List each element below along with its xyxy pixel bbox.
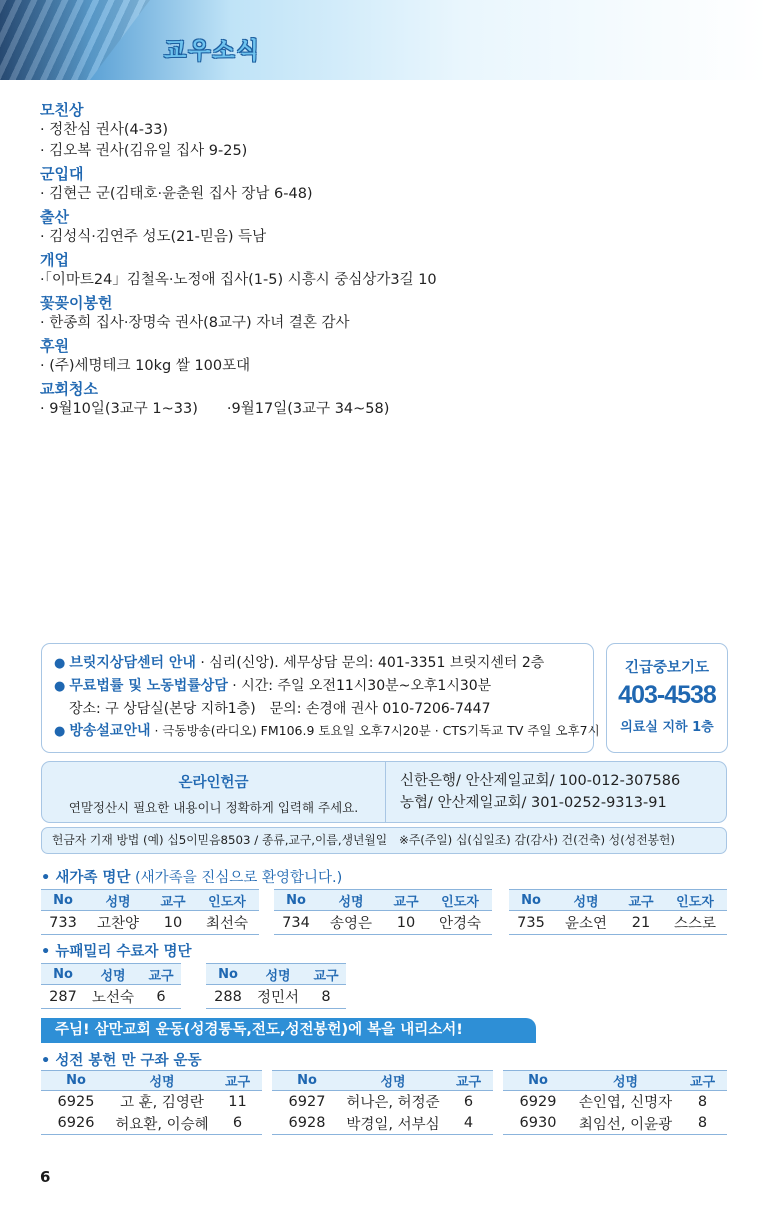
bullet-icon: ● <box>54 656 66 671</box>
news-heading: 교회청소 <box>40 380 98 398</box>
table-row: 288 정민서 8 <box>206 985 346 1009</box>
campaign-title: • 성전 봉헌 만 구좌 운동 <box>41 1053 202 1069</box>
table-row: 735 윤소연 21 스스로 <box>509 911 727 935</box>
news-item: · 김성식·김연주 성도(21-믿음) 득남 <box>40 229 267 245</box>
news-item: ·「이마트24」김철옥·노정애 집사(1-5) 시흥시 중심상가3길 10 <box>40 272 437 288</box>
prayer-box <box>606 643 728 753</box>
table-row: 6930 최임선, 이윤광 8 <box>503 1113 727 1135</box>
offering-title: 온라인헌금 <box>178 775 249 791</box>
table-row: 287 노선숙 6 <box>41 985 181 1009</box>
news-section <box>40 164 740 205</box>
info-line-counseling: ● 브릿지상담센터 안내 · 심리(신앙). 세무상담 문의: 401-3351 브릿지센터 2층 <box>54 655 545 671</box>
prayer-phone: 403-4538 <box>618 681 716 709</box>
news-item: · 9월10일(3교구 1~33) ·9월17일(3교구 34~58) <box>40 401 390 417</box>
news-item: · (주)세명테크 10kg 쌀 100포대 <box>40 358 251 374</box>
online-offering-box <box>41 761 727 823</box>
news-heading: 개업 <box>40 251 69 269</box>
table-header: No 성명 교구 인도자 <box>41 890 259 911</box>
info-line-legal-place: 장소: 구 상담실(본당 지하1층) 문의: 손경애 권사 010-7206-7447 <box>69 701 491 717</box>
table-header: No 성명 교구 <box>41 1071 262 1091</box>
banner-decoration <box>0 0 150 80</box>
news-section <box>40 207 740 248</box>
news-item: · 한종희 집사·장명숙 권사(8교구) 자녀 결혼 감사 <box>40 315 350 331</box>
new-family-table-1 <box>41 889 259 935</box>
blessing-banner: 주님! 삼만교회 운동(성경통독,전도,성전봉헌)에 복을 내리소서! <box>41 1018 536 1043</box>
news-heading: 군입대 <box>40 165 84 183</box>
table-row: 733 고찬양 10 최선숙 <box>41 911 259 935</box>
news-item: · 김오복 권사(김유일 집사 9-25) <box>40 143 248 159</box>
account-shinhan: 신한은행/ 안산제일교회/ 100-012-307586 <box>400 773 681 789</box>
news-heading: 모친상 <box>40 101 84 119</box>
table-header: No 성명 교구 인도자 <box>509 890 727 911</box>
account-nh: 농협/ 안산제일교회/ 301-0252-9313-91 <box>400 795 667 811</box>
news-heading: 꽃꽂이봉헌 <box>40 294 113 312</box>
prayer-location: 의료실 지하 1층 <box>620 720 714 735</box>
table-row: 734 송영은 10 안경숙 <box>274 911 492 935</box>
campaign-table-1 <box>41 1070 262 1135</box>
new-family-table-3 <box>509 889 727 935</box>
news-section <box>40 336 740 377</box>
news-list <box>40 98 740 420</box>
page-title: 교우소식 <box>164 38 261 64</box>
offering-method-note: 헌금자 기재 방법 (예) 십5이믿음8503 / 종류,교구,이름,생년월일 ※주(주일) 십(십일조) 감(감사) 건(건축) 성(성전봉헌) <box>41 827 727 854</box>
prayer-title: 긴급중보기도 <box>624 660 710 676</box>
news-item: · 정찬심 권사(4-33) <box>40 122 169 138</box>
campaign-table-2 <box>272 1070 493 1135</box>
news-section <box>40 293 740 334</box>
table-row: 6925 고 훈, 김영란 11 <box>57 1093 247 1112</box>
bullet-icon: ● <box>54 679 66 694</box>
table-header: No 성명 교구 <box>41 964 181 985</box>
news-heading: 출산 <box>40 208 69 226</box>
table-header: No 성명 교구 <box>272 1071 493 1091</box>
campaign-table-3 <box>503 1070 727 1135</box>
page-number: 6 <box>40 1168 51 1186</box>
info-box <box>41 643 600 753</box>
table-row: 6926 허요환, 이승혜 6 <box>41 1113 262 1135</box>
header-banner <box>0 0 768 80</box>
info-line-broadcast: ● 방송설교안내 · 극동방송(라디오) FM106.9 토요일 오후7시20분 · CTS기독교 TV 주일 오후7시 <box>54 723 600 739</box>
new-family-title: • 새가족 명단 (새가족을 진심으로 환영합니다.) <box>41 870 343 886</box>
grads-title: • 뉴패밀리 수료자 명단 <box>41 944 192 960</box>
info-line-legal: ● 무료법률 및 노동법률상담 · 시간: 주일 오전11시30분~오후1시30분 <box>54 678 492 694</box>
table-row: 6927 허나은, 허정준 6 <box>288 1093 474 1112</box>
offering-accounts <box>386 762 680 822</box>
news-section <box>40 379 740 420</box>
table-header: No 성명 교구 <box>206 964 346 985</box>
news-section <box>40 100 740 162</box>
offering-info <box>42 762 386 822</box>
table-header: No 성명 교구 <box>503 1071 727 1091</box>
grads-table-1 <box>41 963 181 1009</box>
offering-note: 연말정산시 필요한 내용이니 정확하게 입력해 주세요. <box>68 800 359 815</box>
table-header: No 성명 교구 인도자 <box>274 890 492 911</box>
bullet-icon: ● <box>54 724 66 739</box>
news-item: · 김현근 군(김태호·윤춘원 집사 장남 6-48) <box>40 186 313 202</box>
table-row: 6928 박경일, 서부심 4 <box>272 1113 493 1135</box>
table-row: 6929 손인엽, 신명자 8 <box>519 1093 708 1112</box>
grads-table-2 <box>206 963 346 1009</box>
new-family-table-2 <box>274 889 492 935</box>
news-section <box>40 250 740 291</box>
news-heading: 후원 <box>40 337 69 355</box>
